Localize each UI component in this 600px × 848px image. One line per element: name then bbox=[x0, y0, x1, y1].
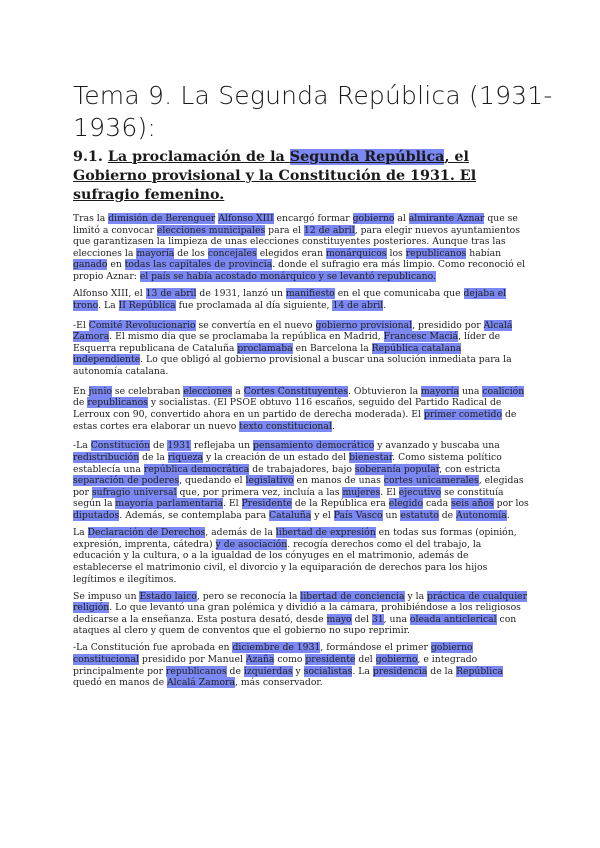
text-run: . Lo que obligó al gobierno provisional a buscar una solución inmediata para la autonomía catalana. bbox=[73, 354, 512, 377]
text-run: , líder de Esquerra republicana de Cataluña bbox=[73, 331, 501, 354]
highlighted-text: y de asociación bbox=[215, 538, 288, 550]
text-run: de bbox=[150, 440, 168, 452]
text-run: . recogía derechos como el del trabajo, la educación y la cultura, o a la igualdad de los cónyuges en el matrimonio, además de establecerse el matrimonio civil, el divorcio y la equiparación de derechos para los hijos legítimos e ilegítimos. bbox=[73, 538, 488, 585]
text-run: de la bbox=[427, 665, 457, 677]
text-run: . El bbox=[223, 498, 242, 510]
text-run: quedó en manos de bbox=[73, 677, 167, 689]
text-run: de estas cortes era elaborar un nuevo bbox=[73, 409, 517, 432]
text-run: y el bbox=[311, 510, 334, 522]
highlighted-text: monárquicos bbox=[325, 247, 387, 259]
text-run: en el que comunicaba que bbox=[334, 288, 464, 300]
highlighted-text: República catalana independiente bbox=[73, 342, 462, 366]
highlighted-text: ganado bbox=[73, 259, 108, 271]
highlighted-text: concejales bbox=[207, 247, 257, 259]
text-run: que, por primera vez, incluía a las bbox=[176, 486, 343, 498]
text-run: , además de la bbox=[205, 527, 276, 539]
text-run: se convertía en el nuevo bbox=[195, 319, 316, 331]
highlighted-text: diciembre de 1931 bbox=[232, 642, 321, 654]
text-run: . Obtuvieron la bbox=[348, 385, 422, 397]
section-number: 9.1. bbox=[73, 149, 103, 165]
highlighted-text: coalición bbox=[482, 385, 525, 397]
highlighted-text: gobierno constitucional bbox=[73, 642, 473, 666]
section-title-part-2: , el Gobierno provisional y la Constitución de 1931. El sufragio femenino. bbox=[73, 149, 477, 203]
highlighted-text: dimisión de Berenguer bbox=[108, 213, 216, 224]
highlighted-text: legislativo bbox=[245, 475, 294, 487]
text-run: Alfonso XIII, el bbox=[73, 288, 146, 300]
text-run: una bbox=[459, 385, 483, 397]
text-run: habían bbox=[466, 247, 502, 259]
text-run: -La bbox=[73, 440, 91, 452]
highlighted-text: estatuto bbox=[400, 510, 439, 522]
highlighted-text: gobierno bbox=[352, 213, 395, 224]
text-run: que se limitó a convocar bbox=[73, 213, 518, 236]
highlighted-text: mayo bbox=[326, 613, 352, 625]
text-run: de bbox=[438, 510, 457, 522]
highlighted-text: riqueza bbox=[167, 452, 203, 464]
section-title-part-1: La proclamación de la bbox=[107, 149, 290, 165]
highlighted-text: Declaración de Derechos bbox=[87, 527, 206, 539]
text-run: como bbox=[274, 654, 306, 666]
text-run: del bbox=[351, 613, 372, 625]
text-run: , elegidas por bbox=[73, 475, 524, 498]
text-run: y la creación de un estado del bbox=[203, 452, 350, 464]
highlighted-text: II República bbox=[118, 299, 176, 311]
highlighted-text: dejaba el trono bbox=[73, 288, 507, 311]
text-run: , presidido por bbox=[412, 319, 484, 331]
text-run: . El bbox=[380, 486, 399, 498]
highlighted-text: diputados bbox=[73, 510, 120, 522]
highlighted-text: sufragio universal bbox=[91, 486, 177, 498]
highlighted-text: proclamaba bbox=[237, 342, 293, 354]
text-run: un bbox=[382, 510, 401, 522]
highlighted-text: presidente bbox=[305, 654, 356, 666]
text-run: , una bbox=[383, 613, 410, 625]
text-run: , más conservador. bbox=[234, 677, 323, 689]
text-run: encargó formar bbox=[273, 213, 353, 224]
paragraph bbox=[73, 591, 529, 637]
text-run: . Lo que levantó una gran polémica y dividió a la cámara, prohibiéndose a los religiosos dedicarse a la enseñanza. Esta postura desató, desde bbox=[73, 602, 521, 625]
highlighted-text: ejecutivo bbox=[398, 486, 442, 498]
text-run: cada bbox=[423, 498, 452, 510]
highlighted-text: mujeres bbox=[342, 486, 381, 498]
page-title: Tema 9. La Segunda República (1931-1936): bbox=[73, 81, 553, 142]
highlighted-text: izquierdas bbox=[243, 665, 293, 677]
highlighted-text: 13 de abril bbox=[145, 288, 197, 300]
paragraph bbox=[73, 213, 529, 283]
highlighted-text: republicanos bbox=[405, 247, 467, 259]
text-run: En bbox=[73, 385, 89, 397]
highlighted-text: gobierno provisional bbox=[315, 319, 413, 331]
highlighted-text: libertad de conciencia bbox=[300, 590, 405, 602]
highlighted-text: junio bbox=[88, 385, 112, 397]
paragraph bbox=[73, 288, 529, 311]
text-run: -La Constitución fue aprobada en bbox=[73, 642, 233, 654]
highlighted-text: oleada anticlerical bbox=[409, 613, 497, 625]
highlighted-text: republicanos bbox=[87, 397, 148, 409]
text-run: reflejaba un bbox=[190, 440, 254, 452]
highlighted-text: mayoría bbox=[136, 247, 175, 259]
text-run: del bbox=[355, 654, 376, 666]
highlighted-text: seis años bbox=[451, 498, 494, 510]
text-run: en Barcelona la bbox=[292, 342, 372, 354]
text-run: , para elegir nuevos ayuntamientos que garantizasen la limpieza de unas elecciones constituyentes posteriores. Aunque tras las elecciones la bbox=[73, 224, 520, 259]
highlighted-text: Azaña bbox=[245, 654, 275, 666]
highlighted-text: separación de poderes bbox=[73, 475, 180, 487]
paragraph bbox=[73, 386, 529, 432]
highlighted-text: Cortes Constituyentes bbox=[243, 385, 348, 397]
text-run: Tras la bbox=[73, 213, 109, 224]
highlighted-text: 31 bbox=[371, 613, 384, 625]
text-run: , quedando el bbox=[179, 475, 246, 487]
highlighted-text: pensamiento democrático bbox=[253, 440, 375, 452]
paragraph bbox=[73, 440, 529, 521]
highlighted-text: Francesc Maciá bbox=[383, 331, 459, 343]
section-heading bbox=[73, 148, 543, 205]
text-run: en todas sus formas (opinión, expresión, imprenta, cátedra) bbox=[73, 527, 517, 550]
text-run: de la bbox=[139, 452, 168, 464]
text-run: , con estricta bbox=[439, 463, 501, 475]
text-run: de los bbox=[174, 247, 208, 259]
section-title-highlight: Segunda República bbox=[289, 149, 445, 165]
highlighted-text: Alcalá Zamora bbox=[167, 677, 235, 689]
text-run: . Como sistema político establecía una bbox=[73, 452, 502, 475]
text-run: y la bbox=[404, 590, 428, 602]
text-run: de bbox=[73, 397, 88, 409]
text-run: . bbox=[331, 420, 335, 432]
text-run: . La bbox=[98, 299, 119, 311]
text-run: de la República era bbox=[291, 498, 389, 510]
text-run: en bbox=[107, 259, 125, 271]
highlighted-text: Autonomía bbox=[456, 510, 507, 522]
text-run: con ataques al clero y quem de conventos que el gobierno no supo reprimir. bbox=[73, 613, 517, 637]
paragraph bbox=[73, 642, 529, 688]
text-run: elegidos eran bbox=[256, 247, 326, 259]
text-run: fue proclamada al día siguiente, bbox=[175, 299, 333, 311]
text-run: . El mismo día que se proclamaba la república en Madrid, bbox=[109, 331, 384, 343]
paragraph bbox=[73, 527, 529, 585]
highlighted-text: Alfonso XIII bbox=[218, 213, 274, 224]
text-run: se celebraban bbox=[111, 385, 184, 397]
highlighted-text: Comité Revolucionario bbox=[88, 319, 196, 331]
text-run: se constituía según la bbox=[73, 486, 504, 510]
highlighted-text: elegido bbox=[388, 498, 424, 510]
text-run: Se impuso un bbox=[73, 590, 140, 602]
highlighted-text: 1931 bbox=[167, 440, 191, 452]
highlighted-text: Alcalá Zamora bbox=[73, 319, 513, 343]
paragraph bbox=[73, 320, 529, 378]
text-run: de trabajadores, bajo bbox=[249, 463, 355, 475]
highlighted-text: Presidente bbox=[241, 498, 292, 510]
document-body bbox=[73, 213, 529, 697]
highlighted-text: 14 de abril bbox=[332, 299, 384, 311]
text-run: . donde el sufragio era más limpio. Como reconoció el propio Aznar: bbox=[73, 259, 526, 282]
text-run: al bbox=[394, 213, 409, 224]
text-run: , pero se reconocía la bbox=[196, 590, 301, 602]
text-run: , formándose el primer bbox=[320, 642, 431, 654]
highlighted-text: Constitución bbox=[90, 440, 151, 452]
highlighted-text: redistribución bbox=[73, 452, 140, 464]
text-run: a bbox=[232, 385, 244, 397]
highlighted-text: república democrática bbox=[143, 463, 250, 475]
highlighted-text: Estado laico bbox=[139, 590, 197, 602]
text-run: , e integrado principalmente por bbox=[73, 654, 478, 677]
text-run: . bbox=[383, 299, 387, 311]
highlighted-text: almirante Aznar bbox=[408, 213, 485, 224]
highlighted-text: 12 de abril bbox=[303, 224, 355, 236]
highlighted-text: elecciones bbox=[183, 385, 233, 397]
text-run: y socialistas. (El PSOE obtuvo 116 escaños, seguido del Partido Radical de Lerroux con 90, convertido ahora en un partido de derecha moderada). El bbox=[73, 397, 502, 420]
highlighted-text: gobierno bbox=[375, 654, 418, 666]
text-run: los bbox=[386, 247, 406, 259]
highlighted-text: República bbox=[456, 665, 503, 677]
text-run: en manos de unas bbox=[293, 475, 384, 487]
highlighted-text: mayoría parlamentaria bbox=[115, 498, 223, 510]
text-run: y avanzado y buscaba una bbox=[374, 440, 500, 452]
text-run: de bbox=[226, 665, 244, 677]
highlighted-text: socialistas bbox=[303, 665, 353, 677]
highlighted-text: soberanía popular bbox=[354, 463, 440, 475]
highlighted-text: presidencia bbox=[372, 665, 428, 677]
text-run: y bbox=[292, 665, 304, 677]
highlighted-text: cortes unicamerales bbox=[383, 475, 479, 487]
text-run: presidido por Manuel bbox=[138, 654, 246, 666]
text-run: -El bbox=[73, 319, 89, 331]
text-run: . Además, se contemplaba para bbox=[119, 510, 270, 522]
highlighted-text: práctica de cualquier religión bbox=[73, 590, 528, 614]
text-run: de 1931, lanzó un bbox=[196, 288, 286, 300]
highlighted-text: elecciones municipales bbox=[156, 224, 266, 236]
text-run: La bbox=[73, 527, 88, 539]
highlighted-text: republicanos bbox=[165, 665, 227, 677]
highlighted-text: bienestar bbox=[349, 452, 393, 464]
highlighted-text: todas las capitales de provincia bbox=[124, 259, 273, 271]
text-run: . La bbox=[352, 665, 373, 677]
highlighted-text: libertad de expresión bbox=[275, 527, 376, 539]
highlighted-text: manifiesto bbox=[285, 288, 335, 300]
text-run: . bbox=[506, 510, 510, 522]
highlighted-text: País Vasco bbox=[333, 510, 383, 522]
highlighted-text: el país se había acostado monárquico y se levantó republicano. bbox=[139, 270, 436, 282]
highlighted-text: Cataluña bbox=[269, 510, 312, 522]
text-run: por los bbox=[493, 498, 529, 510]
text-run: para el bbox=[265, 224, 304, 236]
highlighted-text: texto constitucional bbox=[239, 420, 332, 432]
highlighted-text: mayoría bbox=[421, 385, 460, 397]
highlighted-text: primer cometido bbox=[423, 409, 503, 420]
